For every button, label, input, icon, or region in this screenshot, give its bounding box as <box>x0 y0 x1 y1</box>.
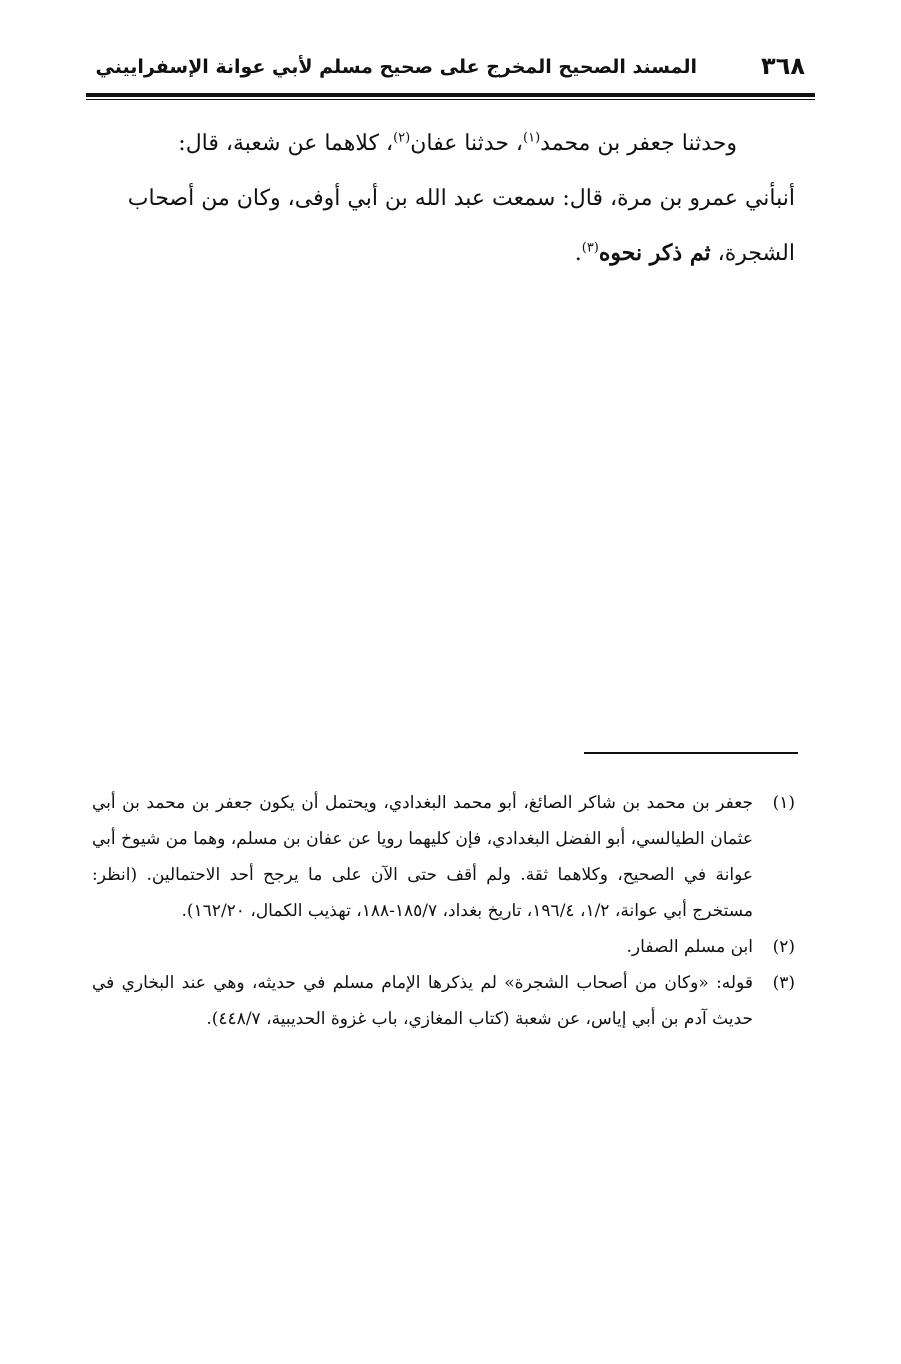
footnote-text: ابن مسلم الصفار. <box>626 937 753 957</box>
main-text <box>90 116 795 281</box>
text-segment: الشجرة، <box>710 241 795 266</box>
page-number: ٣٦٨ <box>761 52 805 80</box>
footnote-1 <box>92 785 795 929</box>
footnote-text: جعفر بن محمد بن شاكر الصائغ، أبو محمد البغدادي، ويحتمل أن يكون جعفر بن محمد بن أبي عثمان الطيالسي، أبو الفضل البغدادي، فإن كليهما رويا عن عفان بن مسلم، وهما من شيوخ أبي عوانة في الصحيح، وكلاهما ثقة. ولم أقف حتى الآن على ما يرجح أحد الاحتمالين. (انظر: مستخرج أبي عوانة، ١/٢، ١٩٦/٤، تاريخ بغداد، ١٨٥/٧-١٨٨، تهذيب الكمال، ١٦٢/٢٠). <box>92 793 753 921</box>
footnote-3 <box>92 965 795 1037</box>
header-rule-thin <box>86 99 815 100</box>
footnote-number: (١) <box>772 793 795 813</box>
footnote-ref-1[interactable]: (١) <box>523 130 541 146</box>
running-title: المسند الصحيح المخرج على صحيح مسلم لأبي عوانة الإسفراييني <box>95 56 697 78</box>
text-segment: ، كلاهما عن شعبة، قال: <box>178 131 394 156</box>
text-segment: . <box>574 241 582 266</box>
footnote-2 <box>92 929 795 965</box>
footnote-number: (٢) <box>772 937 795 957</box>
footnotes <box>92 785 795 1037</box>
page-header <box>86 48 815 92</box>
text-line-2: أنبأني عمرو بن مرة، قال: سمعت عبد الله بن أبي أوفى، وكان من أصحاب <box>127 186 795 211</box>
text-line-1 <box>90 116 795 171</box>
text-line-3 <box>90 226 795 281</box>
text-segment: وحدثنا جعفر بن محمد <box>540 131 737 156</box>
footnote-ref-2[interactable]: (٢) <box>393 130 411 146</box>
footnote-number: (٣) <box>772 973 795 993</box>
footnote-ref-3[interactable]: (٣) <box>581 240 599 256</box>
text-segment: ، حدثنا عفان <box>410 131 524 156</box>
footnote-separator <box>584 752 798 754</box>
footnote-text: قوله: «وكان من أصحاب الشجرة» لم يذكرها الإمام مسلم في حديثه، وهي عند البخاري في حديث آدم بن أبي إياس، عن شعبة (كتاب المغازي، باب غزوة الحديبية، ٤٤٨/٧). <box>92 973 753 1029</box>
header-rule <box>86 93 815 97</box>
bold-phrase: ثم ذكر نحوه <box>598 240 711 266</box>
